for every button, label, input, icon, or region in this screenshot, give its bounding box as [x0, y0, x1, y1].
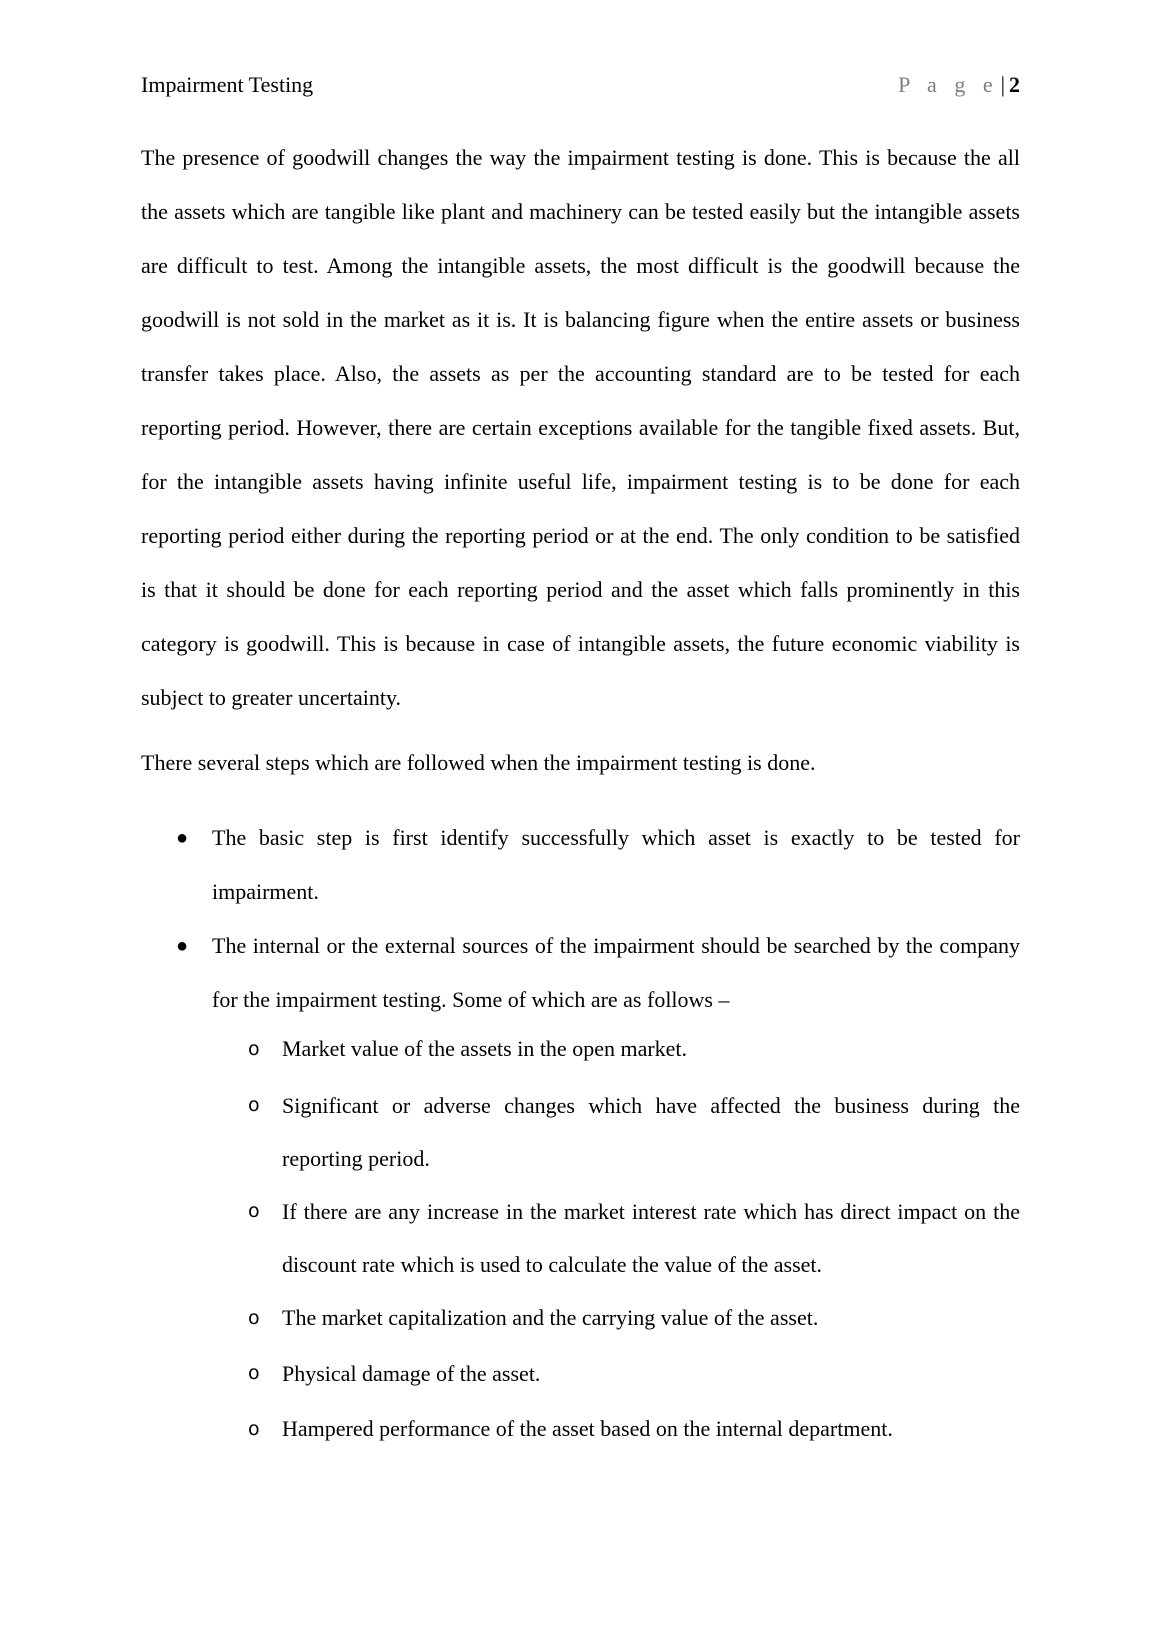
body-paragraph-1: The presence of goodwill changes the way the impairment testing is done. This is because the all the assets which are tangible like plant and machinery can be tested easily but the intangible assets are difficult to test. Among the intangible assets, the most difficult is the goodwill because the goodwill is not sold in the market as it is. It is balancing figure when the entire assets or business transfer takes place. Also, the assets as per the accounting standard are to be tested for each reporting period. However, there are certain exceptions available for the tangible fixed assets. But, for the intangible assets having infinite useful life, impairment testing is to be done for each reporting period either during the reporting period or at the end. The only condition to be satisfied is that it should be done for each reporting period and the asset which falls prominently in this category is goodwill. This is because in case of intangible assets, the future economic viability is subject to greater uncertainty.	[141, 145, 1020, 710]
list-item-text: The internal or the external sources of the impairment should be searched by the company for the impairment testing. Some of which are as follows –	[212, 933, 1020, 1012]
page-number: 2	[1009, 72, 1020, 97]
sub-list-item	[141, 1402, 1020, 1456]
sub-list-item	[141, 1079, 1020, 1185]
circle-bullet-icon: o	[248, 1307, 260, 1329]
page-header	[141, 68, 1020, 102]
circle-bullet-icon: o	[248, 1362, 260, 1384]
sub-list-item	[141, 1021, 1020, 1077]
sub-list-item-text: Significant or adverse changes which have affected the business during the reporting period.	[282, 1093, 1020, 1171]
header-title: Impairment Testing	[141, 72, 314, 97]
sub-list-item-text: Hampered performance of the asset based on the internal department.	[282, 1416, 893, 1441]
sub-list-item-text: Physical damage of the asset.	[282, 1361, 541, 1386]
circle-bullet-icon: o	[248, 1094, 260, 1116]
page-word: P a g e	[898, 72, 999, 97]
bullet-icon: ●	[176, 935, 189, 957]
circle-bullet-icon: o	[248, 1418, 260, 1440]
body-paragraph-2: There several steps which are followed when the impairment testing is done.	[141, 750, 816, 775]
page-separator: |	[1000, 72, 1005, 97]
list-item	[141, 919, 1020, 1027]
circle-bullet-icon: o	[248, 1200, 260, 1222]
impairment-sources-list	[141, 1021, 1020, 1456]
sub-list-item	[141, 1345, 1020, 1402]
bullet-icon: ●	[176, 827, 189, 849]
list-item	[141, 811, 1020, 919]
sub-list-item	[141, 1291, 1020, 1345]
sub-list-item	[141, 1185, 1020, 1291]
circle-bullet-icon: o	[248, 1038, 260, 1060]
steps-bullet-list	[141, 811, 1020, 1027]
sub-list-item-text: The market capitalization and the carrying value of the asset.	[282, 1305, 819, 1330]
sub-list-item-text: If there are any increase in the market interest rate which has direct impact on the discount rate which is used to calculate the value of the asset.	[282, 1199, 1020, 1277]
list-item-text: The basic step is first identify successfully which asset is exactly to be tested for impairment.	[212, 825, 1020, 904]
sub-list-item-text: Market value of the assets in the open market.	[282, 1036, 688, 1061]
page-number-label	[898, 68, 1020, 102]
